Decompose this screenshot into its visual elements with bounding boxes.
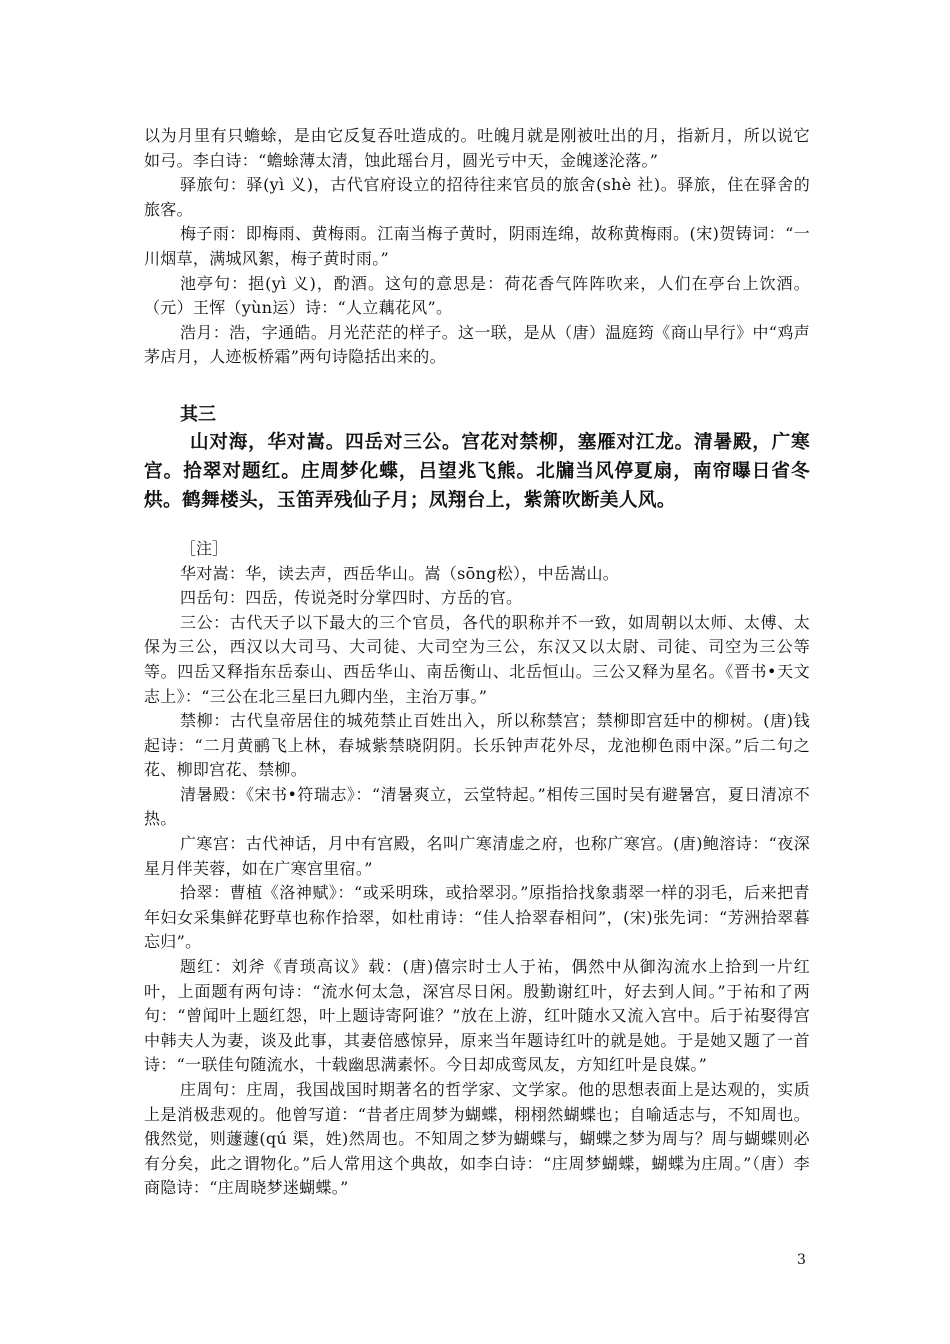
continuation-paragraph: 以为月里有只蟾蜍，是由它反复吞吐造成的。吐魄月就是刚被吐出的月，指新月，所以说它如弓。李白诗：“蟾蜍薄太清，蚀此瑶台月，圆光亏中天，金魄遂沦落。” bbox=[144, 126, 810, 170]
document-page bbox=[144, 124, 810, 1201]
note-sangong: 三公：古代天子以下最大的三个官员，各代的职称并不一致，如周朝以太师、太傅、太保为三公，西汉以大司马、大司徒、大司空为三公，东汉又以太尉、司徒、司空为三公等等。四岳又释指东岳泰山、西岳华山、南岳衡山、北岳恒山。三公又释为星名。《晋书•天文志上》：“三公在北三星曰九卿内坐，主治万事。” bbox=[144, 612, 810, 706]
note-qingshudian: 清暑殿：《宋书•符瑞志》：“清暑爽立，云堂特起。”相传三国时吴有避暑宫，夏日清凉不热。 bbox=[144, 784, 810, 829]
note-guanghangong: 广寒宫：古代神话，月中有宫殿，名叫广寒清虚之府，也称广寒宫。(唐)鲍溶诗：“夜深星月伴芙蓉，如在广寒宫里宿。” bbox=[144, 834, 810, 878]
section-heading: 其三 bbox=[180, 403, 216, 425]
note-paragraph-yilu: 驿旅句：驿(yì 义)，古代官府设立的招待往来官员的旅舍(shè 社)。驿旅，住在驿舍的旅客。 bbox=[144, 175, 810, 219]
note-paragraph-haoyue: 浩月：浩，字通皓。月光茫茫的样子。这一联，是从（唐）温庭筠《商山早行》中“鸡声茅店月，人迹板桥霜”两句诗隐括出来的。 bbox=[144, 322, 810, 367]
section-spacer bbox=[144, 370, 810, 402]
notes-label: ［注］ bbox=[180, 538, 229, 558]
note-jinliu: 禁柳：古代皇帝居住的城苑禁止百姓出入，所以称禁宫；禁柳即宫廷中的柳树。(唐)钱起诗：“二月黄鹂飞上林，春城紫禁晓阴阴。长乐钟声花外尽，龙池柳色雨中深。”后二句之花、柳即宫花、禁柳。 bbox=[144, 711, 810, 780]
note-huaduisong: 华对嵩：华，读去声，西岳华山。嵩（sōng松），中岳嵩山。 bbox=[180, 563, 620, 583]
note-paragraph-chiting: 池亭句：挹(yì 义)，酌酒。这句的意思是：荷花香气阵阵吹来，人们在亭台上饮酒。（元）王恽（yùn运）诗：“人立藕花风”。 bbox=[144, 273, 810, 318]
note-shicui: 拾翠：曹植《洛神赋》：“或采明珠，或拾翠羽。”原指拾找象翡翠一样的羽毛，后来把青年妇女采集鲜花野草也称作拾翠，如杜甫诗：“佳人拾翠春相问”，(宋)张先词：“芳洲拾翠暮忘归”。 bbox=[144, 883, 810, 952]
note-zhuangzhou: 庄周句：庄周，我国战国时期著名的哲学家、文学家。他的思想表面上是达观的，实质上是消极悲观的。他曾写道：“昔者庄周梦为蝴蝶，栩栩然蝴蝶也；自喻适志与，不知周也。俄然觉，则蘧蘧(qú 渠，姓)然周也。不知周之梦为蝴蝶与，蝴蝶之梦为周与？周与蝴蝶则必有分矣，此之谓物化。”后人常用这个典故，如李白诗：“庄周梦蝴蝶，蝴蝶为庄周。”（唐）李商隐诗：“庄周晓梦迷蝴蝶。” bbox=[144, 1080, 810, 1198]
poem-text: 山对海，华对嵩。四岳对三公。宫花对禁柳，塞雁对江龙。清暑殿，广寒宫。拾翠对题红。庄周梦化蝶，吕望兆飞熊。北牖当风停夏扇，南帘曝日省冬烘。鹤舞楼头，玉笛弄残仙子月；凤翔台上，紫箫吹断美人风。 bbox=[144, 431, 810, 511]
notes-spacer bbox=[144, 515, 810, 537]
note-tihong: 题红：刘斧《青琐高议》载：(唐)僖宗时士人于祐，偶然中从御沟流水上拾到一片红叶，上面题有两句诗：“流水何太急，深宫尽日闲。殷勤谢红叶，好去到人间。”于祐和了两句：“曾闻叶上题红怨，叶上题诗寄阿谁？”放在上游，红叶随水又流入宫中。后于祐娶得宫中韩夫人为妻，谈及此事，其妻倍感惊异，原来当年题诗红叶的就是她。于是她又题了一首诗：“一联佳句随流水，十载幽思满素怀。今日却成鸾凤友，方知红叶是良媒。” bbox=[144, 957, 810, 1075]
note-siyue: 四岳句：四岳，传说尧时分掌四时、方岳的官。 bbox=[180, 588, 523, 608]
page-number: 3 bbox=[797, 1252, 806, 1268]
note-paragraph-meiziyu: 梅子雨：即梅雨、黄梅雨。江南当梅子黄时，阴雨连绵，故称黄梅雨。(宋)贺铸词：“一川烟草，满城风絮，梅子黄时雨。” bbox=[144, 224, 810, 268]
